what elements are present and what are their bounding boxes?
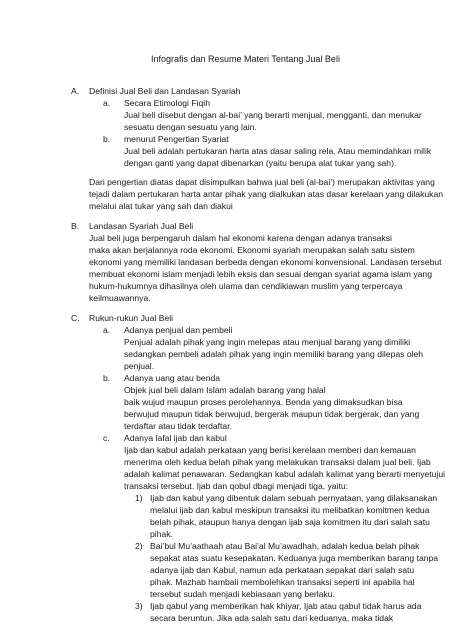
section-a-sub-a-heading: Secara Etimologi Fiqih [124,98,210,108]
list-item-marker: 3) [135,601,143,611]
section-c-sub-b-heading: Adanya uang atau benda [124,373,221,383]
section-b-text-line: ekonomi yang memiliki landasan berbeda dengan ekonomi konvensional. Landasan tersebut [89,257,442,267]
section-c-sub-b-marker: b. [103,373,111,383]
section-c-sub-b-text-line: baik wujud maupun proses perolehannya. Benda yang dimaksudkan bisa [124,397,403,407]
section-c-sub-c-text-line: Ijab dan kabul adalah perkataan yang berisi kerelaan memberi dan kemauan [124,445,416,455]
section-c-sub-a-heading: Adanya penjual dan pembeli [124,325,233,335]
list-item-marker: 1) [135,493,143,503]
section-c-sub-b-text-line: terdaftar atau tidak terdaftar. [124,421,232,431]
section-b-text-line: maka akan berjalannya roda ekonomi. Ekonomi syariah merupakan salah satu sistem [89,245,415,255]
list-item-line: adanya ijab dan Kabul, namun ada perkataan sepakat dari salah satu [150,565,415,575]
section-c-heading: Rukun-rukun Jual Beli [89,313,174,323]
list-item-line: belah pihak, ataupun hanya dengan ijab saja komitmen itu dari salah satu [150,517,430,527]
section-c-sub-c-text-line: menerima oleh kedua belah pihak yang melakukan transaksi dalam jual beli. Ijab [124,457,431,467]
list-item-line: Ijab qabul yang memberikan hak khiyar, Ijab atau qabul tidak harus ada [150,601,422,611]
section-c-sub-c-text-line: adalah kalimat penawaran. Sedangkan kabul adalah kalimat yang berarti menyetujui [124,469,446,479]
section-a-marker: A. [71,86,80,96]
section-a-summary-line: tejadi dalam pertukaran harta antar pihak yang dialkukan atas dasar kerelaan yang dilakukan [89,189,444,199]
section-c-sub-a-marker: a. [103,325,111,335]
section-a-sub-a-text-line: sesuatu dengan sesuatu yang lain. [124,122,257,132]
section-b-marker: B. [71,221,80,231]
list-item-line: melalui ijab dan kabul meskipun transaksi itu melibatkan komitmen kedua [150,505,430,515]
section-a-sub-b-text-line: dengan ganti yang dapat dibenarkan (yaitu berupa alat tukar yang sah). [124,158,397,168]
section-b-text-line: Jual beli juga berpengaruh dalam hal ekonomi karena dengan adanya transaksi [89,233,392,243]
section-c-sub-c-marker: c. [103,433,110,443]
section-a-sub-b-marker: b. [103,134,111,144]
list-item-marker: 2) [135,541,143,551]
section-c-sub-c-text-line: transaksi tersebut. Ijab dan qobul dbagi menjadi tiga, yaitu: [124,481,349,491]
section-b-heading: Landasan Syariah Jual Beli [89,221,194,231]
section-b-text-line: membuat ekonomi islam menjadi lebih eksis dan sesuai dengan syariat agama islam yang [89,269,432,279]
list-item-line: pihak. Mazhab hambali membolehkan transaksi seperti ini apabila hal [150,577,415,587]
list-item-line: pihak. [150,529,173,539]
section-c-sub-a-text-line: penjual. [124,361,155,371]
section-c-marker: C. [71,313,80,323]
section-a-sub-b-heading: menurut Pengertian Syariat [124,134,229,144]
section-a-heading: Definisi Jual Beli dan Landasan Syariah [89,86,241,96]
section-b-text-line: hukum-hukumnya dihasilnya oleh ulama dan cendikiawan muslim yang terpercaya [89,281,403,291]
section-c-sub-a-text-line: sedangkan pembeli adalah pihak yang ingin memiliki barang yang dilepas oleh [124,349,424,359]
section-c-sub-c-heading: Adanya lafal ijab dan kabul [124,433,227,443]
section-a-sub-a-marker: a. [103,98,111,108]
section-c-sub-b-text-line: berwujud maupun tidak berwujud, bergerak maupun tidak bergerak, dan yang [124,409,420,419]
section-a-sub-b-text-line: Jual beli adalah pertukaran harta atas dasar saling rela. Atau memindahkan milik [124,146,432,156]
section-a-sub-a-text-line: Jual beli disebut dengan al-bai’ yang berarti menjual, mengganti, dan menukar [124,110,422,120]
section-c-sub-b-text-line: Objek jual beli dalam Islam adalah barang yang halal [124,385,326,395]
list-item-line: sepakat atas suatu kesepakatan. Keduanya juga memberikan barang tanpa [150,553,439,563]
section-a-summary-line: Dari pengertian diatas dapat disimpulkan bahwa jual beli (al-bai’) merupakan aktivitas yang [89,177,435,187]
list-item-line: tersebut sudah menjadi kebiasaan yang berlaku. [150,589,335,599]
list-item-line: secara beruntun. Jika ada salah satu dari keduanya, maka tidak [150,613,394,623]
section-c-sub-a-text-line: Penjual adalah pihak yang ingin melepas atau menjual barang yang dimiliki [124,337,411,347]
section-b-text-line: keilmuawannya. [89,293,151,303]
document-title: Infografis dan Resume Materi Tentang Jual Beli [151,54,340,64]
list-item-line: Ijab dan kabul yang dibentuk dalam sebuah pernyataan, yang dilaksanakan [150,493,438,503]
list-item-line: Bai’bul Mu’aathaah atau Bai’al Mu’awadhah, adalah kedua belah pihak [150,541,420,551]
section-a-summary-line: melalui alat tukar yang sah dan diakui [89,201,233,211]
